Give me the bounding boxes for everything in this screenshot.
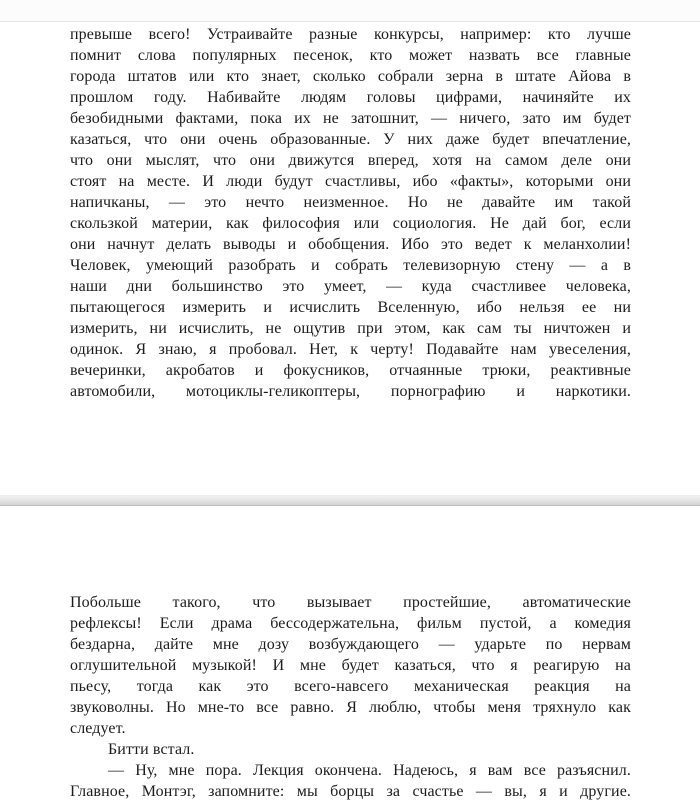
text-line: Человек, умеющий разобрать и собрать телевизорную стену — а в (70, 257, 631, 274)
text-line: прошлом году. Набивайте людям головы цифрами, начиняйте их (70, 89, 631, 106)
text-line: вечеринки, акробатов и фокусников, отчаянные трюки, реактивные (70, 362, 631, 379)
page-separator (0, 495, 700, 506)
text-line: стоят на месте. И люди будут счастливы, ибо «факты», которыми они (70, 173, 631, 190)
text-line: Главное, Монтэг, запомните: мы борцы за счастье — вы, я и другие. (70, 783, 631, 800)
text-line: наши дни большинство это умеет, — куда счастливее человека, (70, 278, 631, 295)
text-line: одинок. Я знаю, я пробовал. Нет, к черту! Подавайте нам увеселения, (70, 341, 631, 358)
text-line: безобидными фактами, пока их не затошнит, — ничего, зато им будет (70, 110, 631, 127)
text-line: превыше всего! Устраивайте разные конкурсы, например: кто лучше (70, 26, 631, 43)
text-line: пытающегося измерить и исчислить Вселенную, ибо нельзя ее ни (70, 299, 631, 316)
text-line: оглушительной музыкой! И мне будет казаться, что я реагирую на (70, 657, 631, 674)
text-line: бездарна, дайте мне дозу возбуждающего — ударьте по нервам (70, 636, 631, 653)
text-line: скользкой материи, как философия или социология. Не дай бог, если (70, 215, 631, 232)
text-line: рефлексы! Если драма бессодержательна, фильм пустой, а комедия (70, 615, 631, 632)
page-text-current (70, 592, 631, 801)
text-line: следует. (70, 720, 126, 737)
text-line: напичканы, — это нечто неизменное. Но не давайте им такой (70, 194, 631, 211)
text-line: измерить, ни исчислить, не ощутив при этом, как сам ты ничтожен и (70, 320, 631, 337)
text-line: Побольше такого, что вызывает простейшие, автоматические (70, 594, 631, 611)
text-line: — Ну, мне пора. Лекция окончена. Надеюсь, я вам все разъяснил. (108, 762, 631, 779)
text-line: что они мыслят, что они движутся вперед, хотя на самом деле они (70, 152, 631, 169)
text-line: звуковолны. Но мне-то все равно. Я люблю, чтобы меня тряхнуло как (70, 699, 631, 716)
text-line: автомобили, мотоциклы-геликоптеры, порнографию и наркотики. (70, 383, 631, 400)
text-line: города штатов или кто знает, сколько собрали зерна в штате Айова в (70, 68, 631, 85)
text-line: казаться, что они очень образованные. У них даже будет впечатление, (70, 131, 631, 148)
page-text-previous (70, 24, 631, 402)
text-line: пьесу, тогда как это всего-навсего механическая реакция на (70, 678, 631, 695)
text-line: Битти встал. (108, 741, 195, 758)
text-line: помнит слова популярных песенок, кто может назвать все главные (70, 47, 631, 64)
page-gap-top-edge (0, 0, 700, 22)
text-line: они начнут делать выводы и обобщения. Ибо это ведет к меланхолии! (70, 236, 631, 253)
